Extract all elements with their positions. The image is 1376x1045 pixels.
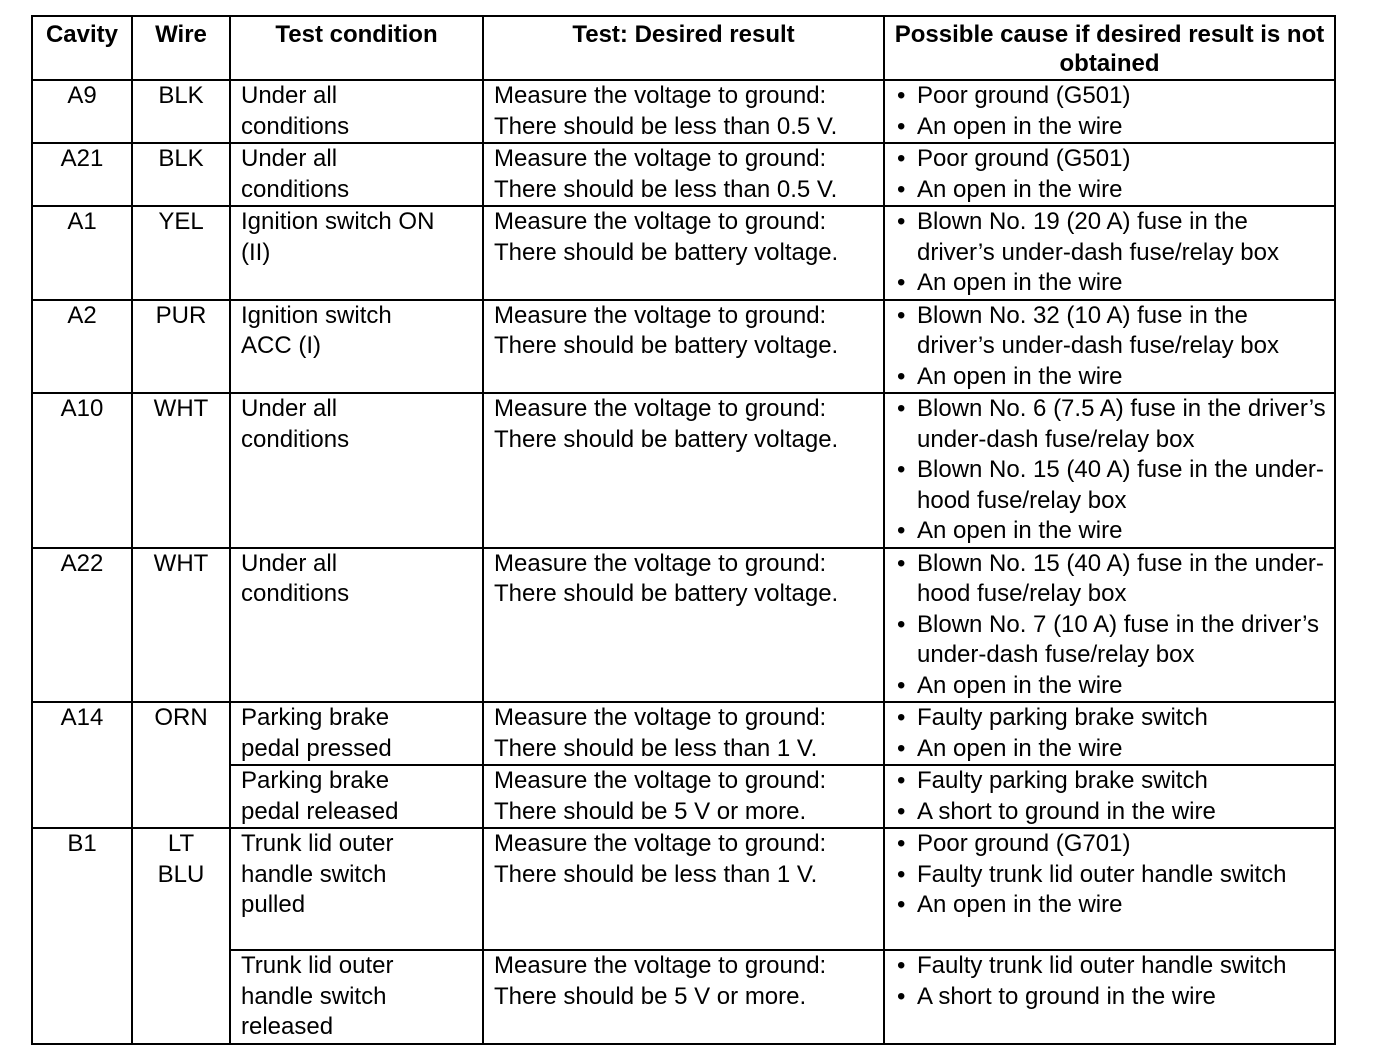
condition-line: Trunk lid outer xyxy=(241,952,394,979)
result-line: There should be 5 V or more. xyxy=(494,982,807,1010)
wire-cell: BLK xyxy=(132,80,230,143)
cause-item: • Faulty parking brake switch xyxy=(891,766,1328,797)
cause-cell xyxy=(884,393,1335,548)
header-test-condition: Test condition xyxy=(230,16,483,80)
table-row xyxy=(32,393,1335,548)
condition-line: Parking brake xyxy=(241,704,390,731)
result-line: Measure the voltage to ground: xyxy=(494,704,827,731)
condition-line: Trunk lid outer xyxy=(241,830,394,857)
result-line: Measure the voltage to ground: xyxy=(494,830,827,857)
cavity-cell: A10 xyxy=(32,393,132,548)
cause-list xyxy=(891,144,1328,205)
cause-cell xyxy=(884,143,1335,206)
wire-text: LT BLU xyxy=(157,830,205,888)
cause-cell xyxy=(884,206,1335,300)
condition-line: ACC (I) xyxy=(241,332,321,359)
condition-line: Ignition switch ON xyxy=(241,208,435,235)
header-wire: Wire xyxy=(132,16,230,80)
result-cell xyxy=(483,702,884,765)
condition-cell xyxy=(230,80,483,143)
cause-item: • Blown No. 32 (10 A) fuse in the driver’s under-dash fuse/relay box xyxy=(891,301,1328,362)
result-line: Measure the voltage to ground: xyxy=(494,82,827,109)
result-line: Measure the voltage to ground: xyxy=(494,395,827,422)
result-cell xyxy=(483,548,884,703)
condition-line: handle switch xyxy=(241,860,387,888)
result-cell xyxy=(483,765,884,828)
condition-cell xyxy=(230,393,483,548)
cause-item: • Faulty parking brake switch xyxy=(891,703,1328,734)
condition-cell xyxy=(230,828,483,950)
cause-list xyxy=(891,829,1328,921)
condition-cell xyxy=(230,702,483,765)
condition-line: conditions xyxy=(241,580,350,607)
result-line: There should be less than 0.5 V. xyxy=(494,112,838,140)
cause-item: • A short to ground in the wire xyxy=(891,982,1328,1013)
cavity-cell: B1 xyxy=(32,828,132,1044)
cavity-cell: A21 xyxy=(32,143,132,206)
result-cell xyxy=(483,393,884,548)
result-line: There should be less than 1 V. xyxy=(494,734,818,762)
cause-list xyxy=(891,81,1328,142)
cause-item: • Poor ground (G501) xyxy=(891,81,1328,112)
cause-item: • An open in the wire xyxy=(891,671,1328,702)
cause-cell xyxy=(884,765,1335,828)
cause-item: • Blown No. 7 (10 A) fuse in the driver’s under-dash fuse/relay box xyxy=(891,610,1328,671)
result-line: Measure the voltage to ground: xyxy=(494,549,827,577)
cause-list xyxy=(891,703,1328,764)
cause-item: • Faulty trunk lid outer handle switch xyxy=(891,860,1328,891)
condition-cell xyxy=(230,206,483,300)
cause-item: • An open in the wire xyxy=(891,362,1328,393)
table-row xyxy=(32,206,1335,300)
result-line: Measure the voltage to ground: xyxy=(494,952,827,979)
condition-line: conditions xyxy=(241,175,350,203)
wire-cell: ORN xyxy=(132,702,230,828)
condition-line: Parking brake xyxy=(241,767,390,794)
condition-cell xyxy=(230,950,483,1044)
condition-cell xyxy=(230,548,483,703)
condition-line: Under all xyxy=(241,549,338,577)
cause-item: • A short to ground in the wire xyxy=(891,797,1328,828)
condition-line: conditions xyxy=(241,425,350,453)
cavity-cell: A1 xyxy=(32,206,132,300)
troubleshooting-table xyxy=(31,15,1336,1045)
cavity-cell: A2 xyxy=(32,300,132,394)
cavity-cell: A9 xyxy=(32,80,132,143)
wire-cell: WHT xyxy=(132,393,230,548)
condition-line: Under all xyxy=(241,395,338,422)
condition-line: pulled xyxy=(241,891,306,918)
table-row xyxy=(32,702,1335,765)
cavity-cell: A14 xyxy=(32,702,132,828)
cause-item: • Poor ground (G501) xyxy=(891,144,1328,175)
result-cell xyxy=(483,80,884,143)
table-row xyxy=(32,143,1335,206)
cause-item: • Blown No. 15 (40 A) fuse in the under-hood fuse/relay box xyxy=(891,549,1328,610)
result-cell xyxy=(483,828,884,950)
result-cell xyxy=(483,300,884,394)
cause-item: • Poor ground (G701) xyxy=(891,829,1328,860)
cause-list xyxy=(891,301,1328,393)
cause-cell xyxy=(884,828,1335,950)
table-row xyxy=(32,828,1335,950)
result-line: There should be less than 1 V. xyxy=(494,860,818,888)
cause-cell xyxy=(884,80,1335,143)
cause-item: • Blown No. 6 (7.5 A) fuse in the driver’s under-dash fuse/relay box xyxy=(891,394,1328,455)
wire-cell: PUR xyxy=(132,300,230,394)
cause-item: • An open in the wire xyxy=(891,890,1328,921)
condition-line: Ignition switch xyxy=(241,301,392,329)
result-line: There should be battery voltage. xyxy=(494,238,839,266)
cause-list xyxy=(891,549,1328,702)
cause-item: • Blown No. 19 (20 A) fuse in the driver’s under-dash fuse/relay box xyxy=(891,207,1328,268)
table-row xyxy=(32,548,1335,703)
header-row xyxy=(32,16,1335,80)
condition-line: pedal released xyxy=(241,797,399,825)
cause-cell xyxy=(884,950,1335,1044)
header-possible-cause: Possible cause if desired result is not obtained xyxy=(884,16,1335,80)
header-cavity: Cavity xyxy=(32,16,132,80)
cavity-cell: A22 xyxy=(32,548,132,703)
result-line: There should be battery voltage. xyxy=(494,332,839,359)
cause-list xyxy=(891,394,1328,547)
result-cell xyxy=(483,143,884,206)
condition-line: released xyxy=(241,1013,334,1040)
condition-line: handle switch xyxy=(241,982,387,1010)
result-cell xyxy=(483,950,884,1044)
result-line: There should be less than 0.5 V. xyxy=(494,175,838,203)
cause-cell xyxy=(884,548,1335,703)
wire-cell: BLK xyxy=(132,143,230,206)
wire-cell: WHT xyxy=(132,548,230,703)
condition-line: (II) xyxy=(241,238,271,266)
cause-list xyxy=(891,766,1328,827)
condition-cell xyxy=(230,765,483,828)
result-line: There should be battery voltage. xyxy=(494,425,839,453)
cause-item: • An open in the wire xyxy=(891,268,1328,299)
cause-item: • An open in the wire xyxy=(891,175,1328,206)
cause-item: • An open in the wire xyxy=(891,516,1328,547)
condition-line: pedal pressed xyxy=(241,734,392,762)
result-line: Measure the voltage to ground: xyxy=(494,767,827,794)
result-line: There should be 5 V or more. xyxy=(494,797,807,825)
cause-cell xyxy=(884,300,1335,394)
header-desired-result: Test: Desired result xyxy=(483,16,884,80)
cause-item: • An open in the wire xyxy=(891,112,1328,143)
result-cell xyxy=(483,206,884,300)
condition-cell xyxy=(230,300,483,394)
cause-cell xyxy=(884,702,1335,765)
result-line: Measure the voltage to ground: xyxy=(494,208,827,235)
wire-cell: YEL xyxy=(132,206,230,300)
condition-line: Under all xyxy=(241,82,338,109)
result-line: Measure the voltage to ground: xyxy=(494,145,827,172)
table-row xyxy=(32,80,1335,143)
result-line: There should be battery voltage. xyxy=(494,580,839,607)
result-line: Measure the voltage to ground: xyxy=(494,301,827,329)
table-row xyxy=(32,300,1335,394)
cause-list xyxy=(891,951,1328,1012)
condition-cell xyxy=(230,143,483,206)
cause-item: • Blown No. 15 (40 A) fuse in the under-hood fuse/relay box xyxy=(891,455,1328,516)
cause-list xyxy=(891,207,1328,299)
cause-item: • Faulty trunk lid outer handle switch xyxy=(891,951,1328,982)
wire-cell xyxy=(132,828,230,1044)
condition-line: Under all xyxy=(241,145,338,172)
cause-item: • An open in the wire xyxy=(891,734,1328,765)
condition-line: conditions xyxy=(241,112,350,140)
